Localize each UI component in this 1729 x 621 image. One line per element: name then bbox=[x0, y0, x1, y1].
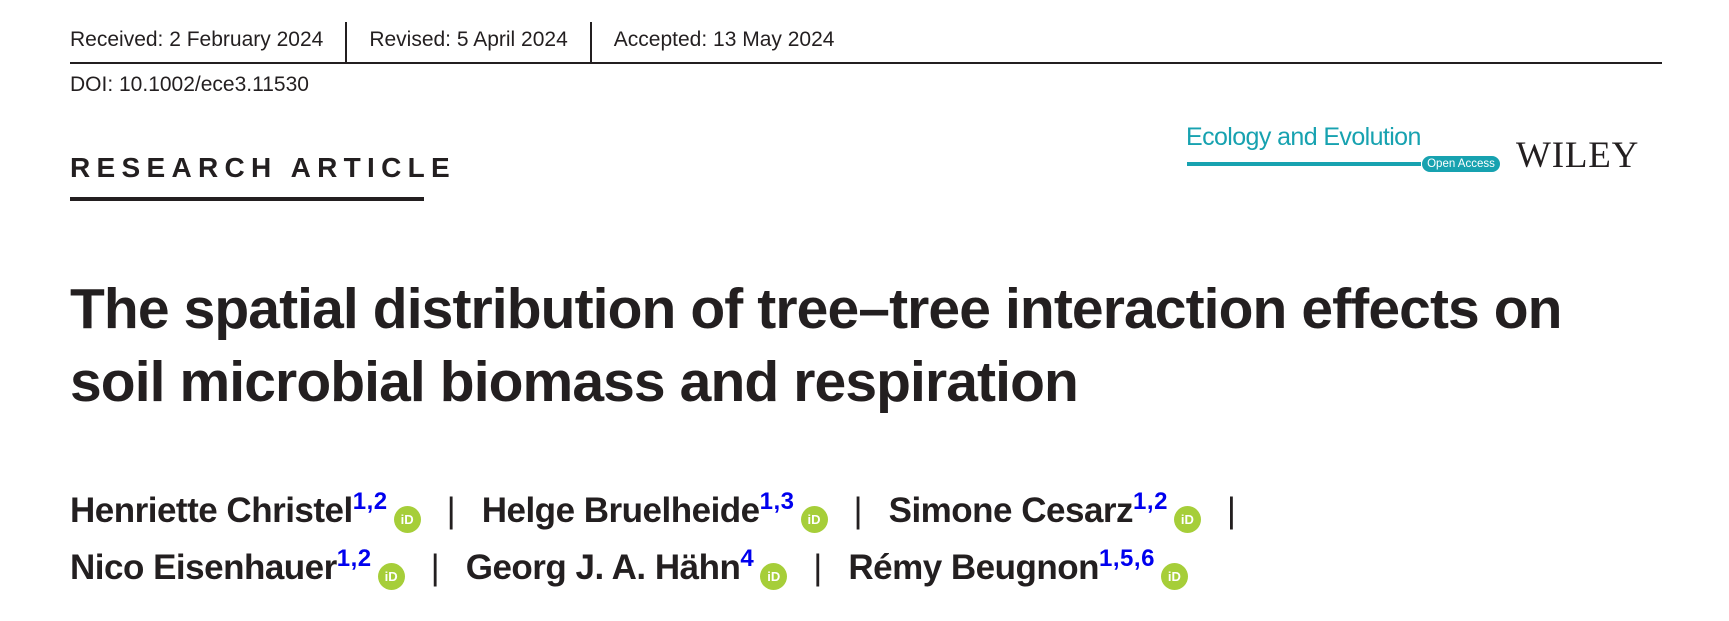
affiliation-link[interactable]: 1,5,6 bbox=[1099, 545, 1155, 572]
article-type-label: RESEARCH ARTICLE bbox=[70, 152, 456, 183]
article-type-underline bbox=[70, 197, 424, 201]
affiliation-link[interactable]: 1,2 bbox=[336, 545, 372, 572]
header-rule bbox=[70, 62, 1662, 64]
affiliation-link[interactable]: 1,2 bbox=[1133, 488, 1168, 515]
author-separator: | bbox=[853, 491, 863, 530]
revised-date: Revised: 5 April 2024 bbox=[369, 28, 568, 51]
author-name[interactable]: Georg J. A. Hähn bbox=[465, 548, 741, 587]
affiliation-link[interactable]: 4 bbox=[740, 545, 755, 572]
journal-underline bbox=[1187, 162, 1421, 166]
accepted-date: Accepted: 13 May 2024 bbox=[613, 28, 835, 51]
author bbox=[848, 545, 1188, 587]
author-separator: | bbox=[813, 548, 823, 587]
author-separator: | bbox=[1226, 491, 1237, 530]
orcid-icon[interactable]: iD bbox=[378, 563, 405, 590]
author-separator: | bbox=[446, 491, 456, 530]
journal-logo[interactable] bbox=[1186, 122, 1501, 174]
author-list bbox=[70, 482, 1670, 596]
affiliation-link[interactable]: 1,2 bbox=[352, 488, 388, 515]
publisher-logo[interactable]: WILEY bbox=[1516, 135, 1640, 176]
received-date: Received: 2 February 2024 bbox=[70, 28, 324, 51]
orcid-icon[interactable]: iD bbox=[394, 506, 421, 533]
author-name[interactable]: Henriette Christel bbox=[70, 491, 353, 530]
orcid-icon[interactable]: iD bbox=[1174, 506, 1201, 533]
author-name[interactable]: Rémy Beugnon bbox=[848, 548, 1100, 587]
journal-name: Ecology and Evolution bbox=[1186, 123, 1421, 151]
author bbox=[481, 488, 828, 530]
article-title: The spatial distribution of tree–tree interaction effects on soil microbial biomass and respiration bbox=[70, 277, 1562, 414]
author-separator: | bbox=[430, 548, 440, 587]
author bbox=[70, 488, 421, 530]
affiliation-link[interactable]: 1,3 bbox=[759, 488, 795, 515]
author bbox=[465, 545, 788, 587]
author-name[interactable]: Helge Bruelheide bbox=[481, 491, 760, 530]
author bbox=[888, 488, 1201, 530]
author bbox=[70, 545, 405, 587]
author-name[interactable]: Simone Cesarz bbox=[888, 491, 1134, 530]
article-dates bbox=[70, 22, 856, 62]
orcid-icon[interactable]: iD bbox=[760, 563, 787, 590]
doi[interactable]: DOI: 10.1002/ece3.11530 bbox=[70, 73, 309, 96]
author-name[interactable]: Nico Eisenhauer bbox=[70, 548, 337, 587]
open-access-badge: Open Access bbox=[1422, 156, 1500, 172]
orcid-icon[interactable]: iD bbox=[1161, 563, 1188, 590]
orcid-icon[interactable]: iD bbox=[801, 506, 828, 533]
